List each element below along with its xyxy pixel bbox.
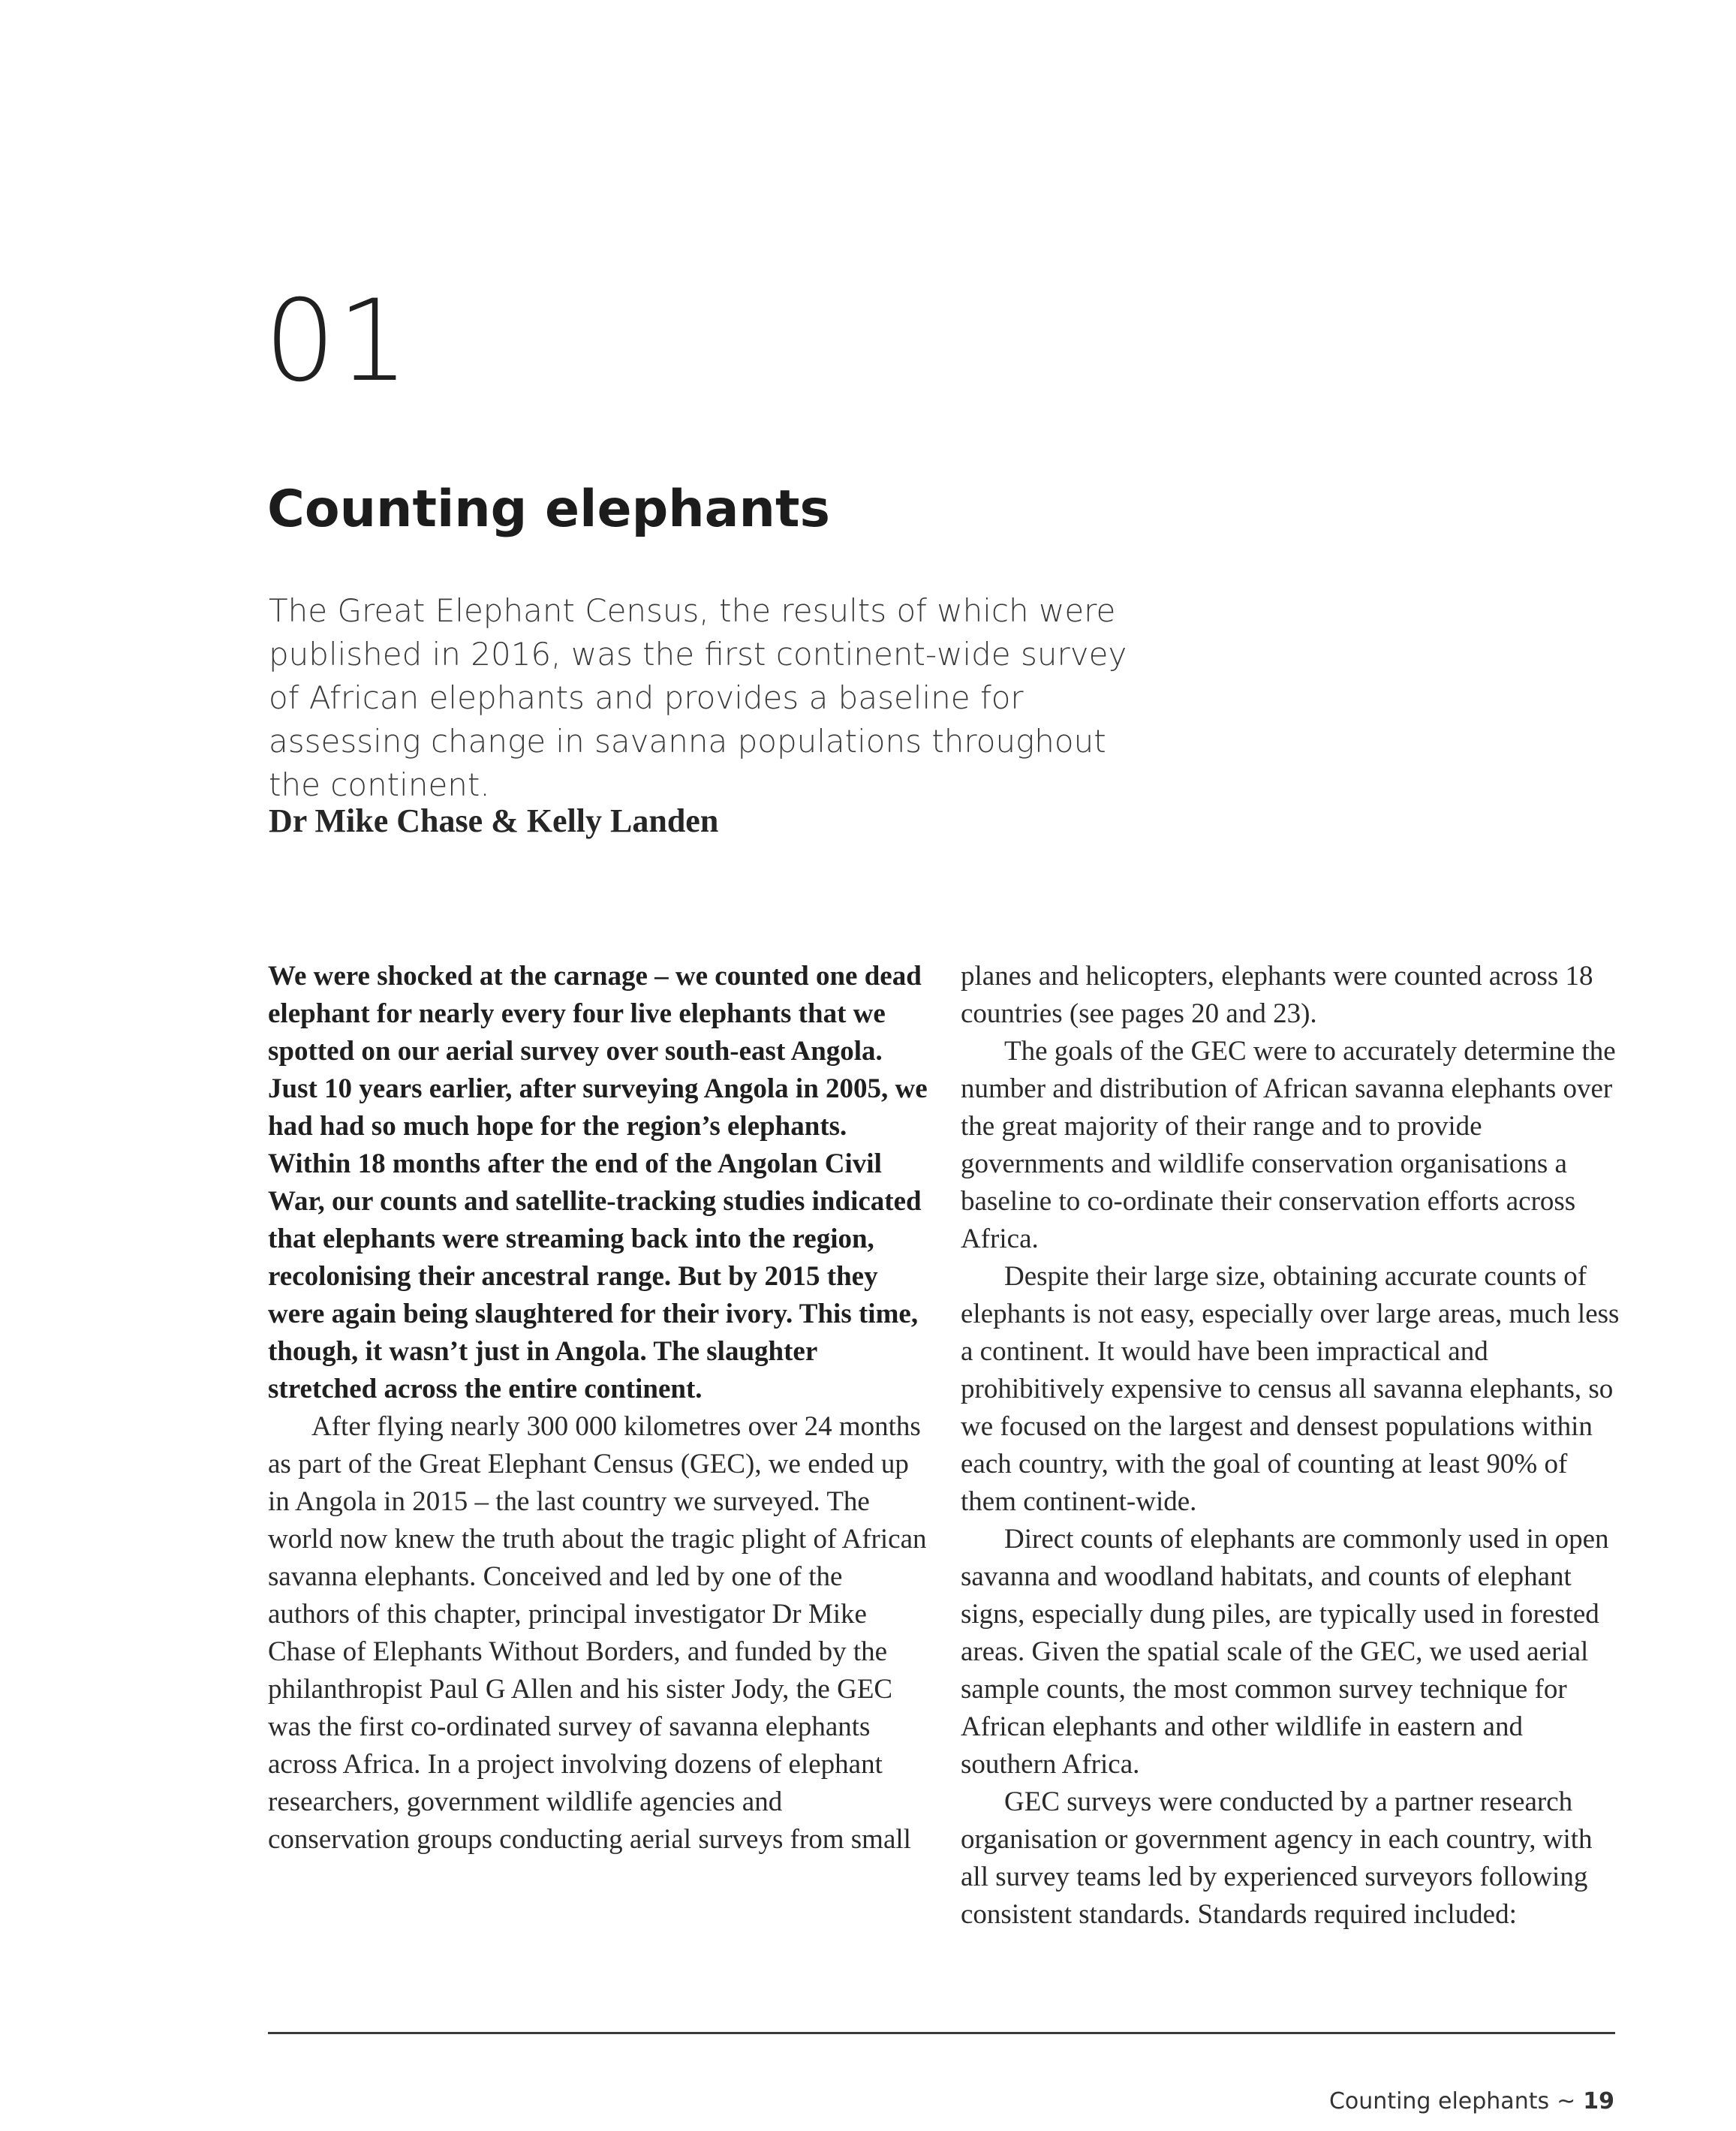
page-number: 19 <box>1583 2088 1614 2114</box>
standfirst: The Great Elephant Census, the results of which were published in 2016, was the first continent-wide survey of African elephants and provides a baseline for assessing change in savanna populations throughout the continent. <box>269 592 1127 803</box>
body-paragraph: The goals of the GEC were to accurately determine the number and distribution of African savanna elephants over the great majority of their range and to provide governments and wildlife conservation organisations a baseline to co-ordinate their conservation efforts across Africa. <box>961 1036 1616 1254</box>
authors: Dr Mike Chase & Kelly Landen <box>269 802 719 839</box>
footer-rule <box>268 2032 1615 2034</box>
left-column <box>268 958 928 1859</box>
body-paragraph: After flying nearly 300 000 kilometres over 24 months as part of the Great Elephant Census (GEC), we ended up in Angola in 2015 – the last country we surveyed. The world now knew the truth about the tragic plight of African savanna elephants. Conceived and led by one of the authors of this chapter, principal investigator Dr Mike Chase of Elephants Without Borders, and funded by the philanthropist Paul G Allen and his sister Jody, the GEC was the first co-ordinated survey of savanna elephants across Africa. In a project involving dozens of elephant researchers, government wildlife agencies and conservation groups conducting aerial surveys from small <box>268 1411 927 1855</box>
body-paragraph: Despite their large size, obtaining accurate counts of elephants is not easy, especially over large areas, much less a continent. It would have been impractical and prohibitively expensive to census all savanna elephants, so we focused on the largest and densest populations within each country, with the goal of counting at least 90% of them continent-wide. <box>961 1261 1620 1517</box>
body-paragraph: GEC surveys were conducted by a partner research organisation or government agency in each country, with all survey teams led by experienced surveyors following consistent standards. Standards required included: <box>961 1786 1593 1930</box>
chapter-number: 01 <box>264 276 411 407</box>
right-column <box>961 958 1621 1934</box>
body-paragraph-continuation: planes and helicopters, elephants were counted across 18 countries (see pages 20 and 23). <box>961 961 1593 1029</box>
body-paragraph: Direct counts of elephants are commonly used in open savanna and woodland habitats, and counts of elephant signs, especially dung piles, are typically used in forested areas. Given the spatial scale of the GEC, we used aerial sample counts, the most common survey technique for African elephants and other wildlife in eastern and southern Africa. <box>961 1524 1609 1780</box>
page-footer <box>1329 2090 1614 2113</box>
footer-separator: ~ <box>1557 2088 1576 2114</box>
chapter-title: Counting elephants <box>267 480 830 539</box>
lead-paragraph: We were shocked at the carnage – we counted one dead elephant for nearly every four live elephants that we spotted on our aerial survey over south-east Angola. Just 10 years earlier, after surveying Angola in 2005, we had had so much hope for the region’s elephants. Within 18 months after the end of the Angolan Civil War, our counts and satellite-tracking studies indicated that elephants were streaming back into the region, recolonising their ancestral range. But by 2015 they were again being slaughtered for their ivory. This time, though, it wasn’t just in Angola. The slaughter stretched across the entire continent. <box>268 961 928 1404</box>
running-title: Counting elephants <box>1328 2088 1550 2114</box>
